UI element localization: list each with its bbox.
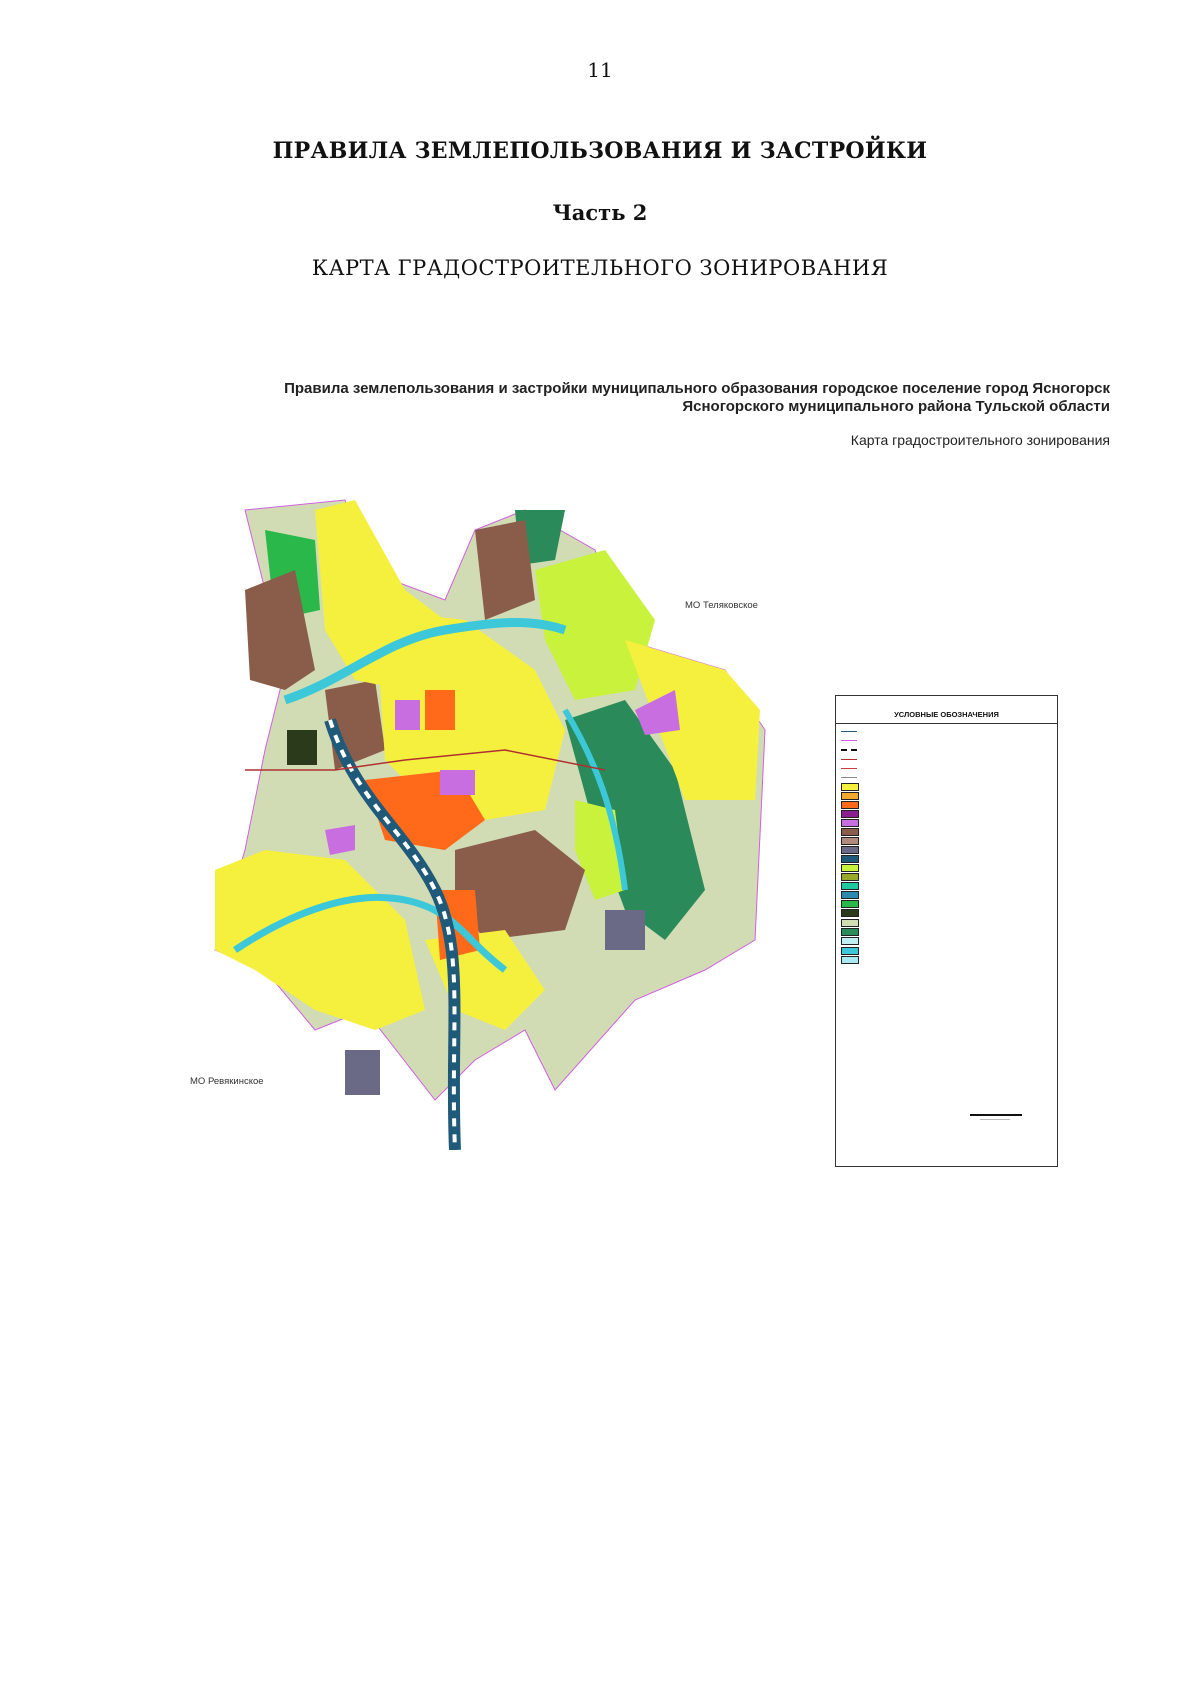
legend-swatch	[841, 801, 859, 809]
legend-title: УСЛОВНЫЕ ОБОЗНАЧЕНИЯ	[836, 696, 1057, 724]
legend-row	[841, 736, 1052, 744]
legend-row	[841, 764, 1052, 772]
legend-swatch	[841, 855, 859, 863]
legend-swatch	[841, 792, 859, 800]
legend-line	[841, 768, 857, 769]
legend-line	[841, 749, 857, 751]
public-zone-3	[325, 825, 355, 855]
legend-swatch	[841, 928, 859, 936]
legend-row	[841, 837, 1052, 845]
legend-swatch	[841, 882, 859, 890]
legend-line	[841, 759, 857, 760]
legend-swatch	[841, 873, 859, 881]
mixed-zone-north	[425, 690, 455, 730]
legend-row	[841, 891, 1052, 899]
legend-row	[841, 755, 1052, 763]
legend-row	[841, 828, 1052, 836]
legend-row	[841, 873, 1052, 881]
legend-swatch	[841, 783, 859, 791]
legend-swatch	[841, 828, 859, 836]
legend-row	[841, 956, 1052, 964]
legend-row	[841, 846, 1052, 854]
legend-row	[841, 937, 1052, 945]
legend-row	[841, 864, 1052, 872]
legend-row	[841, 783, 1052, 791]
engineering-zone-sw	[345, 1050, 380, 1095]
label-mo-revyakinskoe: МО Ревякинское	[190, 1076, 264, 1087]
map-legend	[835, 695, 1058, 1167]
legend-row	[841, 855, 1052, 863]
legend-row	[841, 919, 1052, 927]
legend-row	[841, 900, 1052, 908]
legend-line	[841, 777, 857, 778]
legend-swatch	[841, 864, 859, 872]
legend-swatch	[841, 810, 859, 818]
legend-row	[841, 727, 1052, 735]
legend-swatch	[841, 919, 859, 927]
legend-swatch	[841, 947, 859, 955]
legend-row	[841, 801, 1052, 809]
legend-swatch	[841, 891, 859, 899]
legend-swatch	[841, 937, 859, 945]
page-number: 11	[587, 58, 613, 82]
legend-row	[841, 792, 1052, 800]
legend-swatch	[841, 909, 859, 917]
legend-line	[841, 740, 857, 741]
document-title: ПРАВИЛА ЗЕМЛЕПОЛЬЗОВАНИЯ И ЗАСТРОЙКИ	[272, 138, 928, 164]
map-title	[284, 380, 1110, 416]
public-zone-2	[440, 770, 475, 795]
zoning-map	[205, 470, 805, 1150]
document-part: Часть 2	[552, 200, 648, 225]
legend-row	[841, 773, 1052, 781]
legend-row	[841, 928, 1052, 936]
legend-swatch	[841, 837, 859, 845]
scale-bar	[970, 1114, 1022, 1116]
legend-row	[841, 746, 1052, 754]
legend-row	[841, 810, 1052, 818]
legend-swatch	[841, 819, 859, 827]
zoning-map-figure	[190, 370, 1120, 1230]
legend-swatch	[841, 900, 859, 908]
engineering-zone-se	[605, 910, 645, 950]
document-subtitle: КАРТА ГРАДОСТРОИТЕЛЬНОГО ЗОНИРОВАНИЯ	[311, 256, 889, 280]
legend-row	[841, 947, 1052, 955]
label-mo-teliakovskoe: МО Теляковское	[685, 600, 758, 611]
map-caption: Карта градостроительного зонирования	[850, 432, 1110, 448]
legend-row	[841, 882, 1052, 890]
legend-row	[841, 819, 1052, 827]
legend-swatch	[841, 846, 859, 854]
public-zone-1	[395, 700, 420, 730]
legend-swatch	[841, 956, 859, 964]
legend-row	[841, 909, 1052, 917]
special-zone-w	[287, 730, 317, 765]
map-title-line2: Ясногорского муниципального района Тульской области	[682, 398, 1110, 415]
map-title-line1: Правила землепользования и застройки муниципального образования городское поселение город Ясногорск	[284, 380, 1110, 397]
legend-line	[841, 731, 857, 732]
